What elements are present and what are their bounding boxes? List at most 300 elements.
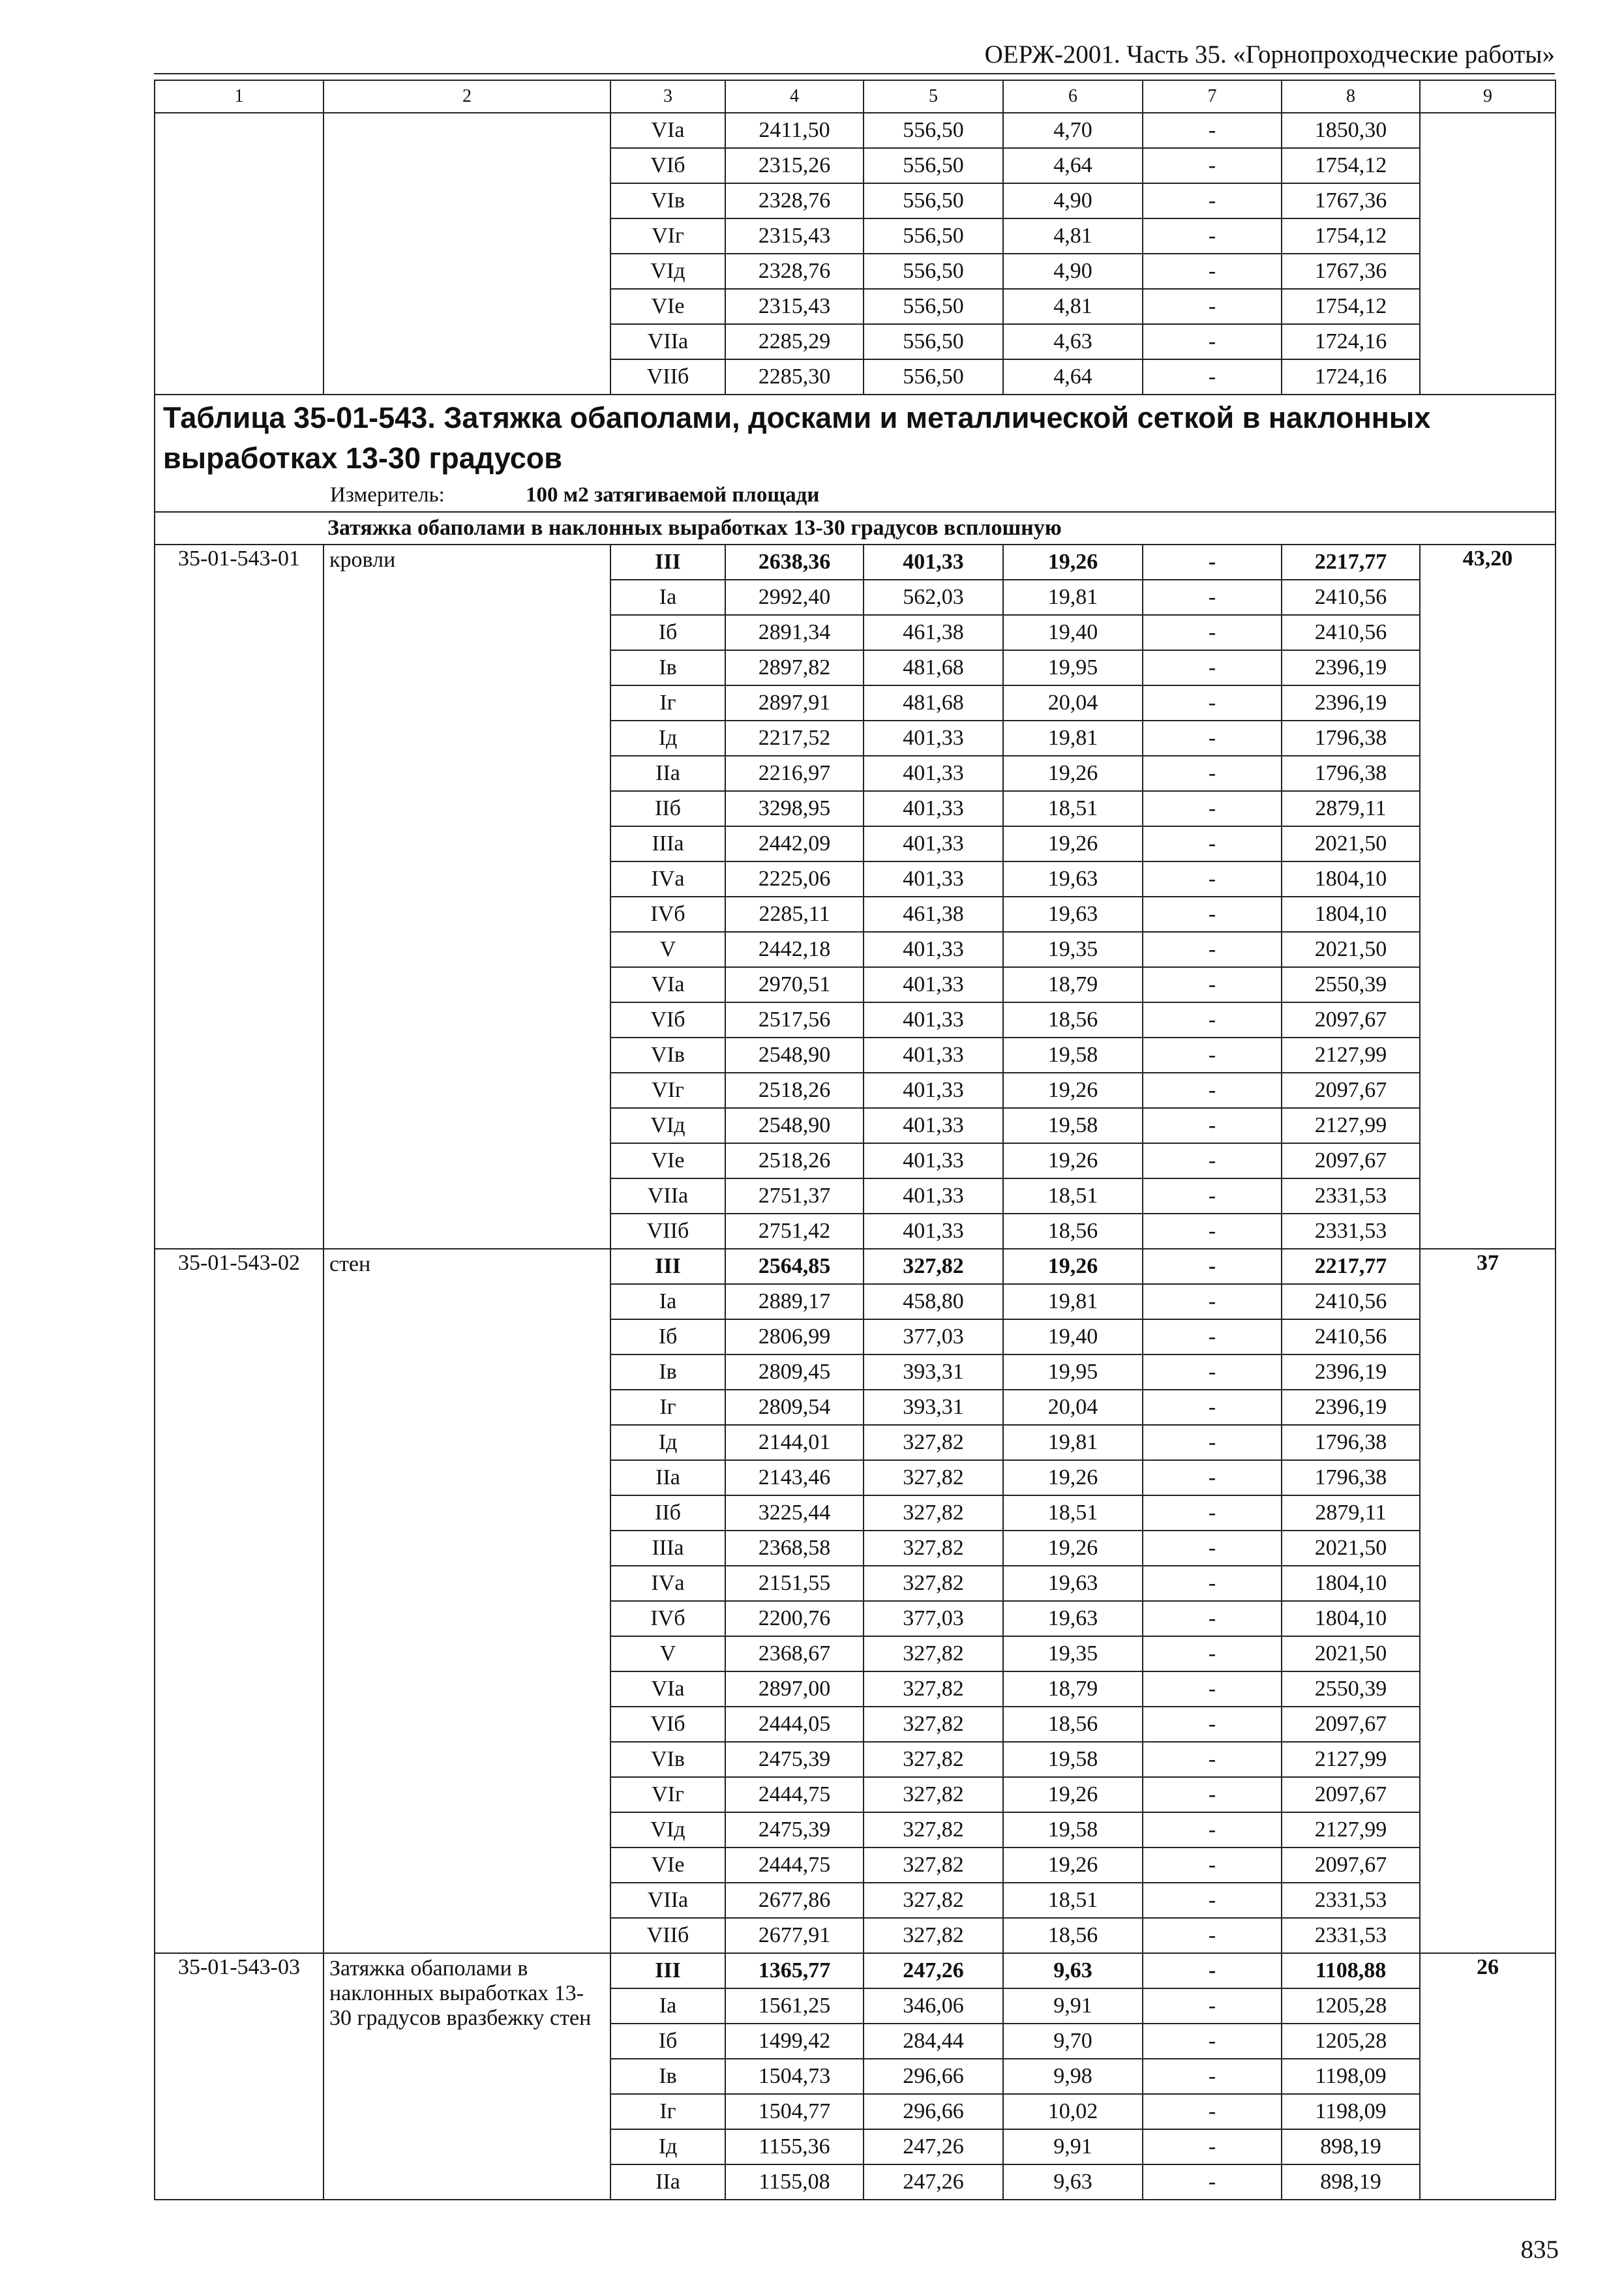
zone-cell: IIа <box>610 756 725 791</box>
driver-pay-cell: - <box>1143 1108 1282 1143</box>
direct-cost-cell: 1499,42 <box>725 2024 864 2059</box>
direct-cost-cell: 2328,76 <box>725 254 864 289</box>
driver-pay-cell: - <box>1143 1848 1282 1883</box>
labor-pay-cell: 327,82 <box>864 1742 1003 1777</box>
running-header: ОЕРЖ-2001. Часть 35. «Горнопроходческие работы» <box>984 40 1555 68</box>
machine-cost-cell: 19,81 <box>1003 1284 1143 1319</box>
machine-cost-cell: 19,26 <box>1003 1848 1143 1883</box>
labor-pay-cell: 346,06 <box>864 1988 1003 2024</box>
labor-pay-cell: 327,82 <box>864 1707 1003 1742</box>
labor-pay-cell: 556,50 <box>864 289 1003 324</box>
driver-pay-cell: - <box>1143 580 1282 615</box>
zone-cell: Iг <box>610 2094 725 2129</box>
meter-line <box>163 479 1547 511</box>
table-row <box>155 1953 1556 1988</box>
driver-pay-cell: - <box>1143 2094 1282 2129</box>
zone-cell: IVа <box>610 1566 725 1601</box>
driver-pay-cell: - <box>1143 1777 1282 1812</box>
labor-pay-cell: 401,33 <box>864 1143 1003 1178</box>
zone-cell: VIб <box>610 1707 725 1742</box>
zone-cell: VIе <box>610 1848 725 1883</box>
machine-cost-cell: 18,79 <box>1003 1671 1143 1707</box>
column-number: 6 <box>1003 80 1143 113</box>
machine-cost-cell: 10,02 <box>1003 2094 1143 2129</box>
driver-pay-cell: - <box>1143 967 1282 1002</box>
materials-cell: 2410,56 <box>1282 580 1420 615</box>
machine-cost-cell: 19,63 <box>1003 1566 1143 1601</box>
driver-pay-cell: - <box>1143 2024 1282 2059</box>
materials-cell: 1198,09 <box>1282 2094 1420 2129</box>
meter-value: 100 м2 затягиваемой площади <box>526 483 820 507</box>
direct-cost-cell: 2315,26 <box>725 148 864 183</box>
direct-cost-cell: 2992,40 <box>725 580 864 615</box>
direct-cost-cell: 2442,18 <box>725 932 864 967</box>
zone-cell: III <box>610 1249 725 1284</box>
direct-cost-cell: 2806,99 <box>725 1319 864 1354</box>
labor-pay-cell: 556,50 <box>864 148 1003 183</box>
machine-cost-cell: 18,51 <box>1003 1495 1143 1531</box>
machine-cost-cell: 4,90 <box>1003 254 1143 289</box>
table-row <box>155 545 1556 580</box>
materials-cell: 1767,36 <box>1282 183 1420 218</box>
rate-code: 35-01-543-02 <box>155 1249 323 1953</box>
direct-cost-cell: 2897,82 <box>725 650 864 685</box>
direct-cost-cell: 2475,39 <box>725 1812 864 1848</box>
materials-cell: 2331,53 <box>1282 1178 1420 1214</box>
driver-pay-cell: - <box>1143 218 1282 254</box>
direct-cost-cell: 2751,37 <box>725 1178 864 1214</box>
labor-pay-cell: 401,33 <box>864 861 1003 897</box>
labor-hours: 43,20 <box>1420 545 1556 1249</box>
materials-cell: 1796,38 <box>1282 756 1420 791</box>
driver-pay-cell: - <box>1143 1883 1282 1918</box>
labor-pay-cell: 327,82 <box>864 1495 1003 1531</box>
materials-cell: 1205,28 <box>1282 1988 1420 2024</box>
driver-pay-cell: - <box>1143 1038 1282 1073</box>
direct-cost-cell: 2751,42 <box>725 1214 864 1249</box>
materials-cell: 2021,50 <box>1282 932 1420 967</box>
machine-cost-cell: 19,26 <box>1003 1460 1143 1495</box>
materials-cell: 1198,09 <box>1282 2059 1420 2094</box>
direct-cost-cell: 2368,67 <box>725 1636 864 1671</box>
direct-cost-cell: 2564,85 <box>725 1249 864 1284</box>
driver-pay-cell: - <box>1143 148 1282 183</box>
direct-cost-cell: 1504,77 <box>725 2094 864 2129</box>
materials-cell: 1754,12 <box>1282 148 1420 183</box>
driver-pay-cell: - <box>1143 545 1282 580</box>
table-row <box>155 113 1556 148</box>
column-number: 1 <box>155 80 323 113</box>
direct-cost-cell: 2315,43 <box>725 218 864 254</box>
driver-pay-cell: - <box>1143 615 1282 650</box>
materials-cell: 2550,39 <box>1282 1671 1420 1707</box>
direct-cost-cell: 1504,73 <box>725 2059 864 2094</box>
materials-cell: 1796,38 <box>1282 1425 1420 1460</box>
labor-pay-cell: 377,03 <box>864 1319 1003 1354</box>
driver-pay-cell: - <box>1143 861 1282 897</box>
zone-cell: IIб <box>610 1495 725 1531</box>
zone-cell: IIа <box>610 1460 725 1495</box>
driver-pay-cell: - <box>1143 1002 1282 1038</box>
machine-cost-cell: 19,26 <box>1003 1073 1143 1108</box>
zone-cell: VIа <box>610 1671 725 1707</box>
machine-cost-cell: 20,04 <box>1003 685 1143 721</box>
labor-pay-cell: 458,80 <box>864 1284 1003 1319</box>
column-number: 3 <box>610 80 725 113</box>
driver-pay-cell: - <box>1143 650 1282 685</box>
direct-cost-cell: 2144,01 <box>725 1425 864 1460</box>
labor-pay-cell: 401,33 <box>864 1108 1003 1143</box>
zone-cell: VIа <box>610 113 725 148</box>
zone-cell: VIд <box>610 1108 725 1143</box>
materials-cell: 2396,19 <box>1282 1354 1420 1390</box>
driver-pay-cell: - <box>1143 1566 1282 1601</box>
code-cell <box>155 113 323 395</box>
zone-cell: Iв <box>610 1354 725 1390</box>
labor-pay-cell: 401,33 <box>864 1178 1003 1214</box>
direct-cost-cell: 2285,30 <box>725 359 864 395</box>
machine-cost-cell: 19,40 <box>1003 1319 1143 1354</box>
labor-pay-cell: 296,66 <box>864 2094 1003 2129</box>
driver-pay-cell: - <box>1143 1319 1282 1354</box>
column-number: 5 <box>864 80 1003 113</box>
zone-cell: V <box>610 932 725 967</box>
hours-cell <box>1420 113 1556 395</box>
materials-cell: 2410,56 <box>1282 1319 1420 1354</box>
materials-cell: 2396,19 <box>1282 685 1420 721</box>
driver-pay-cell: - <box>1143 254 1282 289</box>
materials-cell: 2097,67 <box>1282 1848 1420 1883</box>
zone-cell: VIе <box>610 1143 725 1178</box>
direct-cost-cell: 2143,46 <box>725 1460 864 1495</box>
materials-cell: 2331,53 <box>1282 1214 1420 1249</box>
meter-label: Измеритель: <box>330 483 445 507</box>
materials-cell: 1754,12 <box>1282 218 1420 254</box>
driver-pay-cell: - <box>1143 1671 1282 1707</box>
labor-hours: 26 <box>1420 1953 1556 2200</box>
labor-pay-cell: 401,33 <box>864 1002 1003 1038</box>
direct-cost-cell: 2442,09 <box>725 826 864 861</box>
zone-cell: IIIа <box>610 826 725 861</box>
zone-cell: III <box>610 545 725 580</box>
direct-cost-cell: 2897,00 <box>725 1671 864 1707</box>
materials-cell: 2097,67 <box>1282 1073 1420 1108</box>
driver-pay-cell: - <box>1143 183 1282 218</box>
zone-cell: VIб <box>610 1002 725 1038</box>
labor-pay-cell: 327,82 <box>864 1883 1003 1918</box>
machine-cost-cell: 18,56 <box>1003 1214 1143 1249</box>
zone-cell: IIIа <box>610 1531 725 1566</box>
labor-pay-cell: 556,50 <box>864 113 1003 148</box>
section-heading-row <box>155 512 1556 545</box>
machine-cost-cell: 19,40 <box>1003 615 1143 650</box>
machine-cost-cell: 9,63 <box>1003 2164 1143 2200</box>
direct-cost-cell: 2368,58 <box>725 1531 864 1566</box>
direct-cost-cell: 2809,54 <box>725 1390 864 1425</box>
zone-cell: Iа <box>610 580 725 615</box>
machine-cost-cell: 18,56 <box>1003 1707 1143 1742</box>
direct-cost-cell: 2517,56 <box>725 1002 864 1038</box>
machine-cost-cell: 19,81 <box>1003 1425 1143 1460</box>
machine-cost-cell: 4,63 <box>1003 324 1143 359</box>
labor-pay-cell: 401,33 <box>864 1214 1003 1249</box>
direct-cost-cell: 2677,86 <box>725 1883 864 1918</box>
column-number-row <box>155 80 1556 113</box>
direct-cost-cell: 3298,95 <box>725 791 864 826</box>
driver-pay-cell: - <box>1143 1178 1282 1214</box>
direct-cost-cell: 2328,76 <box>725 183 864 218</box>
materials-cell: 1108,88 <box>1282 1953 1420 1988</box>
zone-cell: Iг <box>610 685 725 721</box>
driver-pay-cell: - <box>1143 113 1282 148</box>
driver-pay-cell: - <box>1143 1531 1282 1566</box>
materials-cell: 1804,10 <box>1282 1601 1420 1636</box>
zone-cell: VIб <box>610 148 725 183</box>
labor-pay-cell: 401,33 <box>864 1038 1003 1073</box>
machine-cost-cell: 19,58 <box>1003 1812 1143 1848</box>
driver-pay-cell: - <box>1143 1460 1282 1495</box>
materials-cell: 2879,11 <box>1282 791 1420 826</box>
zone-cell: IIа <box>610 2164 725 2200</box>
direct-cost-cell: 2444,05 <box>725 1707 864 1742</box>
zone-cell: VIIб <box>610 1918 725 1953</box>
machine-cost-cell: 19,26 <box>1003 756 1143 791</box>
machine-cost-cell: 18,51 <box>1003 1178 1143 1214</box>
driver-pay-cell: - <box>1143 685 1282 721</box>
machine-cost-cell: 19,35 <box>1003 932 1143 967</box>
machine-cost-cell: 4,90 <box>1003 183 1143 218</box>
machine-cost-cell: 4,70 <box>1003 113 1143 148</box>
zone-cell: Iб <box>610 615 725 650</box>
column-number: 2 <box>323 80 610 113</box>
materials-cell: 2331,53 <box>1282 1883 1420 1918</box>
driver-pay-cell: - <box>1143 1143 1282 1178</box>
column-number: 8 <box>1282 80 1420 113</box>
materials-cell: 2021,50 <box>1282 826 1420 861</box>
machine-cost-cell: 9,91 <box>1003 2129 1143 2164</box>
direct-cost-cell: 2315,43 <box>725 289 864 324</box>
materials-cell: 2097,67 <box>1282 1777 1420 1812</box>
direct-cost-cell: 2200,76 <box>725 1601 864 1636</box>
materials-cell: 2097,67 <box>1282 1707 1420 1742</box>
driver-pay-cell: - <box>1143 289 1282 324</box>
driver-pay-cell: - <box>1143 1390 1282 1425</box>
direct-cost-cell: 1561,25 <box>725 1988 864 2024</box>
machine-cost-cell: 19,58 <box>1003 1108 1143 1143</box>
driver-pay-cell: - <box>1143 1249 1282 1284</box>
machine-cost-cell: 9,70 <box>1003 2024 1143 2059</box>
column-number: 4 <box>725 80 864 113</box>
driver-pay-cell: - <box>1143 359 1282 395</box>
materials-cell: 2127,99 <box>1282 1742 1420 1777</box>
direct-cost-cell: 2548,90 <box>725 1038 864 1073</box>
machine-cost-cell: 19,63 <box>1003 897 1143 932</box>
driver-pay-cell: - <box>1143 1953 1282 1988</box>
machine-cost-cell: 4,64 <box>1003 359 1143 395</box>
materials-cell: 2097,67 <box>1282 1143 1420 1178</box>
machine-cost-cell: 9,63 <box>1003 1953 1143 1988</box>
labor-pay-cell: 401,33 <box>864 967 1003 1002</box>
machine-cost-cell: 19,26 <box>1003 1777 1143 1812</box>
driver-pay-cell: - <box>1143 1742 1282 1777</box>
materials-cell: 1796,38 <box>1282 721 1420 756</box>
direct-cost-cell: 2889,17 <box>725 1284 864 1319</box>
direct-cost-cell: 2285,29 <box>725 324 864 359</box>
materials-cell: 1754,12 <box>1282 289 1420 324</box>
labor-pay-cell: 556,50 <box>864 359 1003 395</box>
page-number: 835 <box>1520 2236 1559 2264</box>
machine-cost-cell: 19,81 <box>1003 580 1143 615</box>
zone-cell: VIг <box>610 1073 725 1108</box>
zone-cell: VIг <box>610 218 725 254</box>
table-title-cell <box>155 395 1556 512</box>
materials-cell: 2410,56 <box>1282 615 1420 650</box>
materials-cell: 2550,39 <box>1282 967 1420 1002</box>
machine-cost-cell: 4,81 <box>1003 218 1143 254</box>
zone-cell: Iб <box>610 2024 725 2059</box>
labor-pay-cell: 401,33 <box>864 791 1003 826</box>
labor-pay-cell: 327,82 <box>864 1918 1003 1953</box>
machine-cost-cell: 19,58 <box>1003 1038 1143 1073</box>
zone-cell: Iг <box>610 1390 725 1425</box>
labor-pay-cell: 296,66 <box>864 2059 1003 2094</box>
materials-cell: 2127,99 <box>1282 1108 1420 1143</box>
zone-cell: Iд <box>610 1425 725 1460</box>
direct-cost-cell: 2897,91 <box>725 685 864 721</box>
driver-pay-cell: - <box>1143 1812 1282 1848</box>
materials-cell: 2331,53 <box>1282 1918 1420 1953</box>
labor-pay-cell: 327,82 <box>864 1425 1003 1460</box>
materials-cell: 2097,67 <box>1282 1002 1420 1038</box>
machine-cost-cell: 19,81 <box>1003 721 1143 756</box>
zone-cell: VIа <box>610 967 725 1002</box>
direct-cost-cell: 2475,39 <box>725 1742 864 1777</box>
zone-cell: VIв <box>610 1038 725 1073</box>
rate-name: кровли <box>323 545 610 1249</box>
zone-cell: VIд <box>610 254 725 289</box>
materials-cell: 2410,56 <box>1282 1284 1420 1319</box>
zone-cell: VIIа <box>610 1883 725 1918</box>
driver-pay-cell: - <box>1143 1918 1282 1953</box>
direct-cost-cell: 2151,55 <box>725 1566 864 1601</box>
direct-cost-cell: 2548,90 <box>725 1108 864 1143</box>
machine-cost-cell: 18,51 <box>1003 791 1143 826</box>
labor-pay-cell: 247,26 <box>864 2129 1003 2164</box>
labor-pay-cell: 327,82 <box>864 1531 1003 1566</box>
materials-cell: 2021,50 <box>1282 1531 1420 1566</box>
labor-pay-cell: 401,33 <box>864 721 1003 756</box>
direct-cost-cell: 2411,50 <box>725 113 864 148</box>
materials-cell: 2879,11 <box>1282 1495 1420 1531</box>
driver-pay-cell: - <box>1143 1354 1282 1390</box>
zone-cell: Iа <box>610 1988 725 2024</box>
rate-name: стен <box>323 1249 610 1953</box>
header-rule <box>154 73 1555 74</box>
materials-cell: 1850,30 <box>1282 113 1420 148</box>
machine-cost-cell: 18,51 <box>1003 1883 1143 1918</box>
direct-cost-cell: 2677,91 <box>725 1918 864 1953</box>
driver-pay-cell: - <box>1143 721 1282 756</box>
driver-pay-cell: - <box>1143 1073 1282 1108</box>
labor-pay-cell: 556,50 <box>864 183 1003 218</box>
direct-cost-cell: 3225,44 <box>725 1495 864 1531</box>
materials-cell: 2127,99 <box>1282 1812 1420 1848</box>
driver-pay-cell: - <box>1143 2129 1282 2164</box>
zone-cell: Iв <box>610 650 725 685</box>
machine-cost-cell: 19,26 <box>1003 1249 1143 1284</box>
labor-pay-cell: 284,44 <box>864 2024 1003 2059</box>
driver-pay-cell: - <box>1143 932 1282 967</box>
machine-cost-cell: 19,26 <box>1003 826 1143 861</box>
labor-pay-cell: 327,82 <box>864 1636 1003 1671</box>
zone-cell: V <box>610 1636 725 1671</box>
machine-cost-cell: 20,04 <box>1003 1390 1143 1425</box>
driver-pay-cell: - <box>1143 1636 1282 1671</box>
materials-cell: 1205,28 <box>1282 2024 1420 2059</box>
zone-cell: VIе <box>610 289 725 324</box>
machine-cost-cell: 19,26 <box>1003 545 1143 580</box>
machine-cost-cell: 9,98 <box>1003 2059 1143 2094</box>
labor-pay-cell: 556,50 <box>864 254 1003 289</box>
labor-pay-cell: 377,03 <box>864 1601 1003 1636</box>
direct-cost-cell: 2891,34 <box>725 615 864 650</box>
labor-pay-cell: 327,82 <box>864 1671 1003 1707</box>
zone-cell: IVб <box>610 1601 725 1636</box>
zone-cell: Iв <box>610 2059 725 2094</box>
driver-pay-cell: - <box>1143 1707 1282 1742</box>
materials-cell: 1767,36 <box>1282 254 1420 289</box>
materials-cell: 2021,50 <box>1282 1636 1420 1671</box>
direct-cost-cell: 2809,45 <box>725 1354 864 1390</box>
driver-pay-cell: - <box>1143 1425 1282 1460</box>
zone-cell: IIб <box>610 791 725 826</box>
labor-pay-cell: 461,38 <box>864 615 1003 650</box>
labor-pay-cell: 327,82 <box>864 1249 1003 1284</box>
direct-cost-cell: 1365,77 <box>725 1953 864 1988</box>
materials-cell: 898,19 <box>1282 2129 1420 2164</box>
zone-cell: VIг <box>610 1777 725 1812</box>
materials-cell: 1724,16 <box>1282 324 1420 359</box>
machine-cost-cell: 19,26 <box>1003 1143 1143 1178</box>
labor-hours: 37 <box>1420 1249 1556 1953</box>
zone-cell: Iд <box>610 721 725 756</box>
materials-cell: 2217,77 <box>1282 1249 1420 1284</box>
direct-cost-cell: 2444,75 <box>725 1777 864 1812</box>
zone-cell: VIв <box>610 183 725 218</box>
labor-pay-cell: 401,33 <box>864 826 1003 861</box>
zone-cell: IVа <box>610 861 725 897</box>
name-cell <box>323 113 610 395</box>
driver-pay-cell: - <box>1143 1601 1282 1636</box>
labor-pay-cell: 401,33 <box>864 545 1003 580</box>
machine-cost-cell: 19,95 <box>1003 650 1143 685</box>
zone-cell: VIIб <box>610 1214 725 1249</box>
driver-pay-cell: - <box>1143 897 1282 932</box>
zone-cell: VIIа <box>610 1178 725 1214</box>
labor-pay-cell: 461,38 <box>864 897 1003 932</box>
rate-code: 35-01-543-01 <box>155 545 323 1249</box>
zone-cell: VIд <box>610 1812 725 1848</box>
labor-pay-cell: 556,50 <box>864 218 1003 254</box>
zone-cell: III <box>610 1953 725 1988</box>
driver-pay-cell: - <box>1143 1988 1282 2024</box>
materials-cell: 1796,38 <box>1282 1460 1420 1495</box>
direct-cost-cell: 1155,08 <box>725 2164 864 2200</box>
labor-pay-cell: 556,50 <box>864 324 1003 359</box>
materials-cell: 898,19 <box>1282 2164 1420 2200</box>
machine-cost-cell: 18,56 <box>1003 1002 1143 1038</box>
column-number: 9 <box>1420 80 1556 113</box>
